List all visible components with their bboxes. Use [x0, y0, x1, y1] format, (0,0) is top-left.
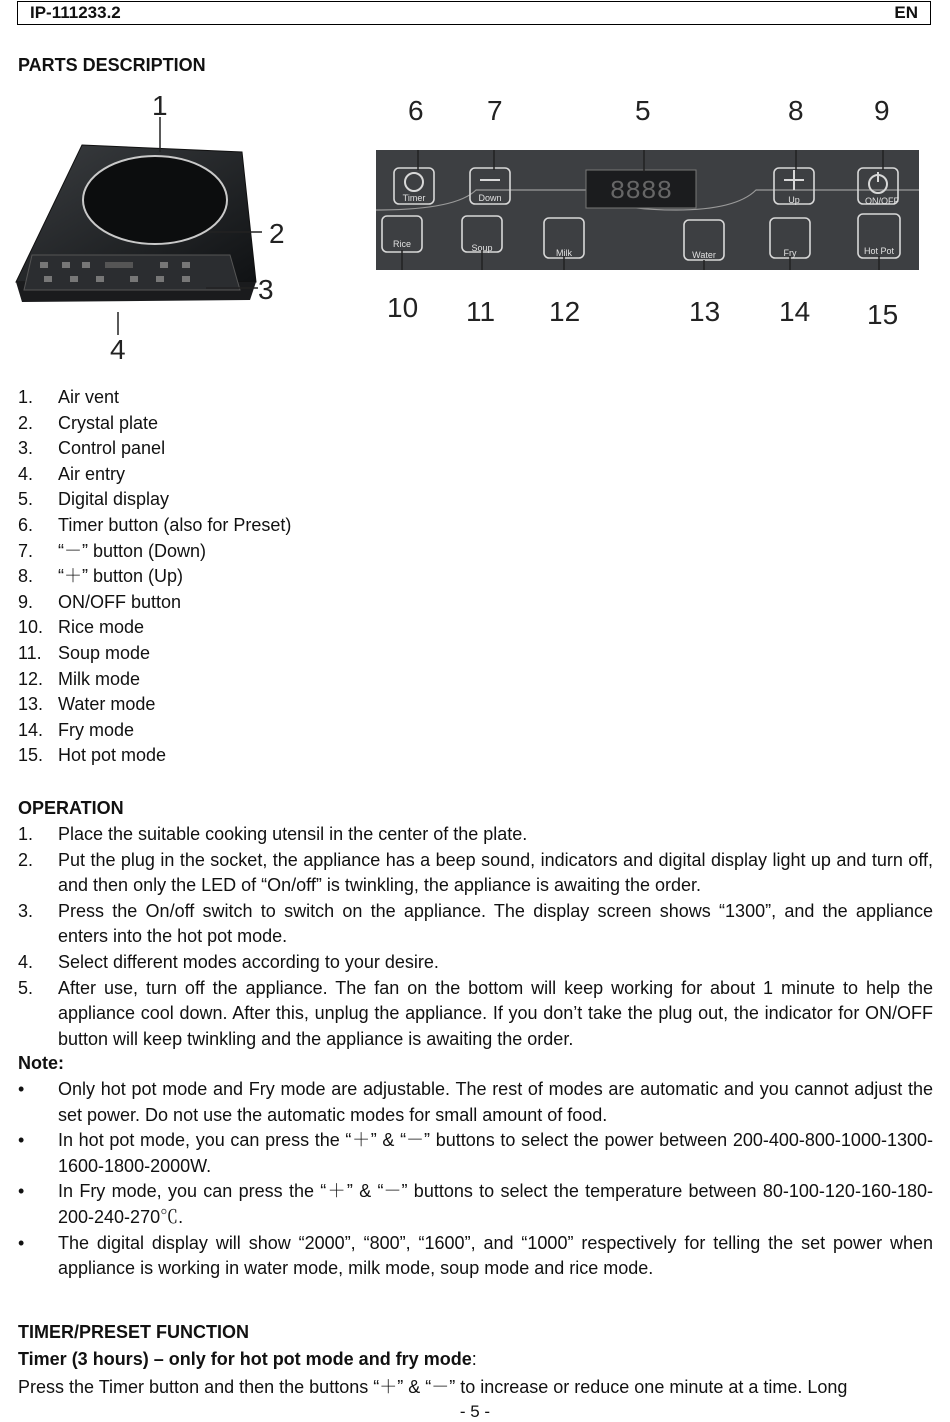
- part-item-number: 6.: [18, 514, 34, 535]
- panel-label-onoff: ON/OFF: [865, 196, 899, 206]
- callout-15: 15: [867, 299, 899, 330]
- document-code: IP-111233.2: [30, 3, 121, 22]
- panel-label-milk: Milk: [556, 248, 572, 258]
- timer-text: Press the Timer button and then the buttons “＋” & “－” to increase or reduce one minute at a time. Long: [18, 1377, 848, 1397]
- part-item-text: Crystal plate: [58, 412, 159, 433]
- part-item: [18, 641, 933, 667]
- part-item-text: Hot pot mode: [58, 745, 167, 766]
- timer-subtitle-tail: :: [471, 1349, 477, 1369]
- language-code: EN: [894, 3, 918, 22]
- part-item-number: 12.: [18, 668, 44, 689]
- note-item: [18, 1077, 933, 1128]
- callout-11: 11: [466, 296, 496, 327]
- operation-step-item-number: 5.: [18, 977, 34, 998]
- part-item-text: Air vent: [58, 387, 120, 407]
- part-item-number: 4.: [18, 463, 34, 484]
- part-item-number: 5.: [18, 489, 34, 510]
- operation-step-item: [18, 976, 933, 1053]
- callout-9: 9: [874, 95, 890, 126]
- operation-list: [18, 822, 933, 1052]
- operation-step-item: [18, 899, 933, 950]
- operation-step-item: [18, 822, 933, 848]
- page-header: [17, 1, 931, 25]
- panel-label-rice: Rice: [392, 239, 412, 249]
- timer-subtitle-bold: Timer (3 hours) – only for hot pot mode and fry mode: [18, 1349, 472, 1369]
- operation-title: OPERATION: [18, 798, 124, 818]
- control-panel-illustration: [376, 150, 919, 270]
- part-item-text: Digital display: [58, 489, 170, 510]
- part-item: [18, 539, 933, 565]
- parts-title: PARTS DESCRIPTION: [18, 55, 206, 75]
- part-item-text: Air entry: [58, 463, 126, 484]
- note-text: Only hot pot mode and Fry mode are adjustable. The rest of modes are automatic and you cannot adjust the set power. Do not use the automatic modes for small amount of food.: [58, 1079, 933, 1125]
- part-item: [18, 615, 933, 641]
- operation-step-item: [18, 950, 933, 976]
- part-item-text: Milk mode: [58, 668, 141, 689]
- bullet-icon: •: [18, 1079, 25, 1099]
- panel-label-timer: Timer: [402, 193, 426, 203]
- part-item-number: 10.: [18, 617, 44, 638]
- note-text: In Fry mode, you can press the “＋” & “－” buttons to select the temperature between 80-100-120-160-180-200-240-270℃.: [58, 1181, 933, 1227]
- part-item: [18, 718, 933, 744]
- callout-10: 10: [387, 292, 419, 323]
- page-number: - 5 -: [459, 1402, 491, 1421]
- callout-5: 5: [635, 95, 651, 126]
- part-item: [18, 743, 933, 769]
- part-item-text: Soup mode: [58, 642, 151, 663]
- operation-step-item-number: 2.: [18, 849, 34, 870]
- note-text: In hot pot mode, you can press the “＋” & “－” buttons to select the power between 200-400-800-1000-1300-1600-1800-2000W.: [58, 1130, 933, 1176]
- part-item-text: Rice mode: [58, 617, 145, 638]
- part-item-number: 14.: [18, 719, 44, 740]
- part-item-number: 9.: [18, 591, 34, 612]
- part-item: [18, 667, 933, 693]
- part-item: [18, 411, 933, 437]
- part-item-number: 13.: [18, 694, 44, 715]
- part-item: [18, 513, 933, 539]
- part-item: [18, 462, 933, 488]
- part-item: [18, 692, 933, 718]
- operation-step-item-text: Select different modes according to your desire.: [58, 951, 439, 972]
- part-item-text: Control panel: [58, 438, 166, 459]
- panel-label-water: Water: [692, 250, 716, 260]
- part-item-text: “＋” button (Up): [58, 566, 184, 587]
- part-item-text: “－” button (Down): [58, 540, 207, 561]
- operation-step-item-number: 4.: [18, 951, 34, 972]
- cooktop-illustration: [10, 90, 310, 365]
- part-item-number: 1.: [18, 387, 34, 407]
- operation-step-item: [18, 848, 933, 899]
- panel-label-soup: Soup: [471, 243, 493, 253]
- note-item: [18, 1128, 933, 1179]
- part-item: [18, 590, 933, 616]
- note-text: The digital display will show “2000”, “800”, “1600”, and “1000” respectively for telling the set power when appliance is working in water mode, milk mode, soup mode and rice mode.: [58, 1232, 933, 1279]
- part-item-text: ON/OFF button: [58, 591, 182, 612]
- bullet-icon: •: [18, 1130, 25, 1151]
- callout-12: 12: [549, 296, 581, 327]
- part-item: [18, 564, 933, 590]
- operation-step-item-text: After use, turn off the appliance. The fan on the bottom will keep working for about 1 minute to help the appliance cool down. After this, unplug the appliance. If you don’t take the plug out, the indicator for ON/OFF button will keep twinkling and the appliance is awaiting the order.: [58, 977, 933, 1049]
- panel-label-up: Up: [788, 195, 800, 205]
- operation-step-item-number: 1.: [18, 824, 34, 844]
- panel-label-fry: Fry: [783, 248, 797, 258]
- note-item: [18, 1231, 933, 1282]
- callout-7: 7: [487, 95, 503, 126]
- operation-step-item-number: 3.: [18, 900, 34, 921]
- panel-display-digits: 8888: [609, 176, 673, 206]
- note-title: Note:: [18, 1053, 64, 1073]
- panel-label-down: Down: [478, 193, 502, 203]
- panel-label-hotpot: Hot Pot: [863, 246, 895, 256]
- parts-list: [18, 385, 933, 769]
- part-item-number: 11.: [18, 642, 42, 663]
- callout-4: 4: [110, 334, 126, 365]
- bullet-icon: •: [18, 1181, 25, 1202]
- part-item-number: 8.: [18, 566, 34, 587]
- callout-13: 13: [689, 296, 721, 327]
- callout-2: 2: [269, 218, 285, 249]
- operation-step-item-text: Press the On/off switch to switch on the appliance. The display screen shows “1300”, and the appliance enters into the hot pot mode.: [58, 900, 933, 947]
- part-item-number: 15.: [18, 745, 44, 766]
- note-item: [18, 1179, 933, 1230]
- operation-step-item-text: Place the suitable cooking utensil in the center of the plate.: [58, 824, 528, 844]
- callout-1: 1: [152, 90, 168, 121]
- timer-subtitle: [18, 1347, 933, 1373]
- part-item: [18, 487, 933, 513]
- part-item: [18, 436, 933, 462]
- part-item-text: Water mode: [58, 694, 156, 715]
- part-item-text: Timer button (also for Preset): [58, 514, 292, 535]
- part-item: [18, 385, 933, 411]
- bullet-icon: •: [18, 1232, 25, 1253]
- part-item-text: Fry mode: [58, 719, 135, 740]
- callout-3: 3: [258, 274, 274, 305]
- callout-6: 6: [408, 95, 424, 126]
- timer-title: TIMER/PRESET FUNCTION: [18, 1322, 250, 1342]
- callout-8: 8: [788, 95, 804, 126]
- part-item-number: 7.: [18, 540, 34, 561]
- part-item-number: 3.: [18, 438, 34, 459]
- operation-step-item-text: Put the plug in the socket, the appliance has a beep sound, indicators and digital display light up and turn off, and then only the LED of “On/off” is twinkling, the appliance is awaiting the order.: [58, 849, 933, 896]
- part-item-number: 2.: [18, 412, 34, 433]
- callout-14: 14: [779, 296, 811, 327]
- note-list: [18, 1077, 933, 1282]
